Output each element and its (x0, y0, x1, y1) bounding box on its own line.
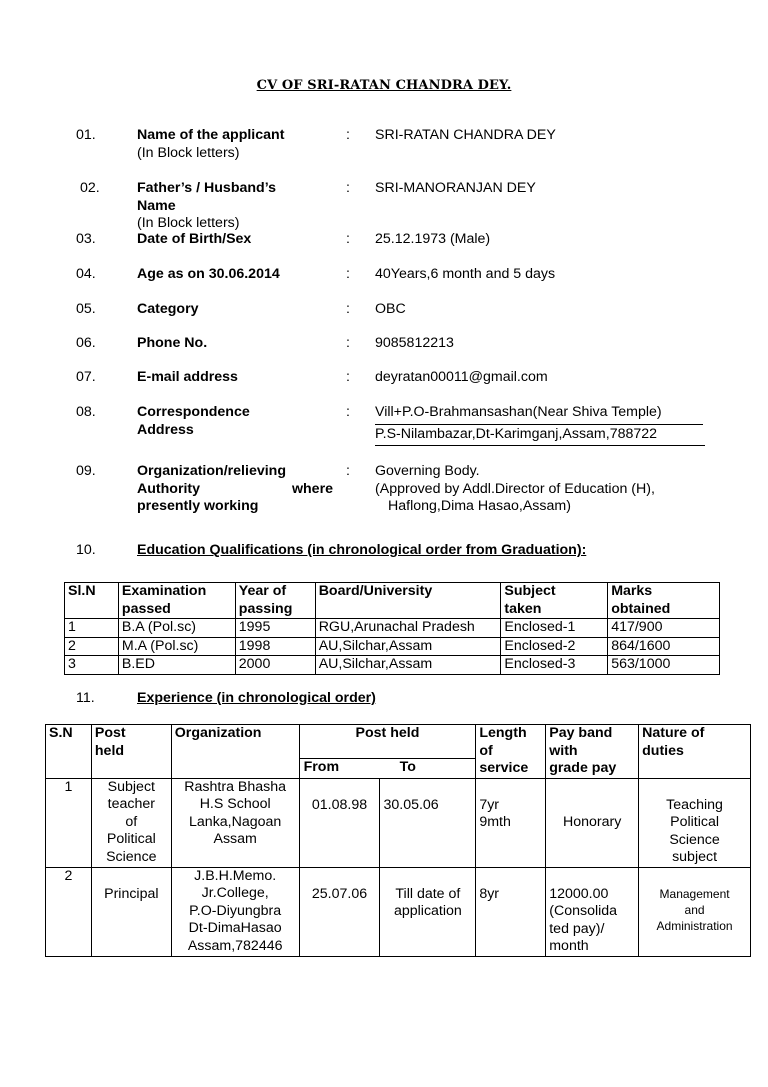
section-number: 10. (76, 542, 96, 558)
cell: 1995 (235, 619, 315, 638)
field-number: 03. (76, 231, 96, 247)
field-number: 01. (76, 127, 96, 143)
cell: AU,Silchar,Assam (315, 656, 501, 675)
section-number: 11. (76, 690, 95, 706)
col-header-from: From (303, 759, 340, 775)
cell-nature: Management and Administration (639, 867, 751, 956)
colon: : (346, 231, 350, 247)
field-value: SRI-RATAN CHANDRA DEY (375, 127, 556, 143)
table-header-row (65, 583, 720, 619)
cell-length: 7yr 9mth (476, 778, 546, 867)
field-label: Address (137, 421, 194, 438)
field-label: Correspondence (137, 404, 250, 420)
experience-heading: Experience (in chronological order) (137, 690, 376, 706)
cell: Enclosed-3 (501, 656, 608, 675)
col-header-examination: Examination passed (118, 583, 235, 619)
cell: 2 (46, 867, 92, 956)
cell: M.A (Pol.sc) (118, 637, 235, 656)
col-header-post: Post held (91, 725, 171, 779)
field-value: OBC (375, 301, 406, 317)
field-label: Organization/relieving (137, 463, 286, 479)
field-label: where (291, 480, 333, 497)
field-sublabel: (In Block letters) (137, 144, 240, 161)
cell: 3 (65, 656, 119, 675)
cell-organization: Rashtra Bhasha H.S School Lanka,Nagoan Assam (171, 778, 299, 867)
colon: : (346, 301, 350, 317)
cell-to: Till date of application (380, 867, 476, 956)
field-value: (Approved by Addl.Director of Education (H), (375, 480, 655, 497)
col-header-sn: S.N (46, 725, 92, 779)
col-header-to: To (399, 759, 416, 775)
field-label: Name of the applicant (137, 127, 285, 143)
cell: AU,Silchar,Assam (315, 637, 501, 656)
experience-table (45, 724, 751, 957)
field-label: Age as on 30.06.2014 (137, 266, 280, 282)
field-label: Authority (137, 480, 201, 497)
col-header-length: Length of service (476, 725, 546, 779)
field-label: Phone No. (137, 335, 208, 351)
table-row (65, 656, 720, 675)
field-number: 07. (76, 369, 96, 385)
field-label: E-mail address (137, 369, 238, 385)
cell: B.ED (118, 656, 235, 675)
table-row (65, 637, 720, 656)
cell: 1 (46, 778, 92, 867)
field-label: presently working (137, 498, 259, 514)
cell-post: Subject teacher of Political Science (91, 778, 171, 867)
cell: 1998 (235, 637, 315, 656)
field-value: Haflong,Dima Hasao,Assam) (388, 498, 571, 514)
colon: : (346, 266, 350, 282)
col-header-subject: Subject taken (501, 583, 608, 619)
colon: : (346, 180, 350, 196)
col-header-pay: Pay band with grade pay (546, 725, 639, 779)
field-sublabel: (In Block letters) (137, 215, 240, 231)
col-header-marks: Marks obtained (608, 583, 720, 619)
cell: 864/1600 (608, 637, 720, 656)
colon: : (346, 127, 350, 143)
field-number: 05. (76, 301, 96, 317)
field-value: 25.12.1973 (Male) (375, 231, 491, 247)
cell-pay: 12000.00 (Consolida ted pay)/ month (546, 867, 639, 956)
cell-nature: Teaching Political Science subject (639, 778, 751, 867)
colon: : (346, 369, 350, 385)
field-label: Category (137, 301, 199, 317)
document-title: CV OF SRI-RATAN CHANDRA DEY. (256, 78, 512, 93)
field-value: 9085812213 (375, 335, 454, 351)
col-header-organization: Organization (171, 725, 299, 779)
field-label: Date of Birth/Sex (137, 231, 252, 247)
education-heading: Education Qualifications (in chronological order from Graduation): (137, 542, 587, 558)
colon: : (346, 404, 350, 420)
field-label: Father’s / Husband’s (137, 180, 277, 196)
colon: : (346, 463, 350, 479)
cell-post: Principal (91, 867, 171, 956)
cell: Enclosed-1 (501, 619, 608, 638)
cell: RGU,Arunachal Pradesh (315, 619, 501, 638)
table-row (65, 619, 720, 638)
col-header-sln: Sl.N (65, 583, 119, 619)
field-value: Governing Body. (375, 463, 480, 479)
cell: B.A (Pol.sc) (118, 619, 235, 638)
cell-from: 25.07.06 (299, 867, 380, 956)
field-value: SRI-MANORANJAN DEY (375, 180, 536, 196)
field-number: 02. (80, 180, 100, 196)
table-row (46, 778, 751, 867)
cell: 2 (65, 637, 119, 656)
cell-pay: Honorary (546, 778, 639, 867)
field-number: 09. (76, 463, 96, 479)
table-header-row (46, 725, 751, 759)
address-line-1: Vill+P.O-Brahmansashan(Near Shiva Temple) (375, 404, 703, 425)
cell: 2000 (235, 656, 315, 675)
col-header-year: Year of passing (235, 583, 315, 619)
cell-to: 30.05.06 (380, 778, 476, 867)
col-header-post-held: Post held (299, 725, 476, 759)
field-number: 08. (76, 404, 96, 420)
col-header-nature: Nature of duties (639, 725, 751, 779)
table-row (46, 867, 751, 956)
cell: 563/1000 (608, 656, 720, 675)
cell: 1 (65, 619, 119, 638)
field-number: 06. (76, 335, 96, 351)
address-line-2: P.S-Nilambazar,Dt-Karimganj,Assam,788722 (375, 426, 705, 447)
cell-organization: J.B.H.Memo. Jr.College, P.O-Diyungbra Dt-DimaHasao Assam,782446 (171, 867, 299, 956)
col-header-board: Board/University (315, 583, 501, 619)
cell: Enclosed-2 (501, 637, 608, 656)
field-label: Name (137, 197, 176, 214)
education-table (64, 582, 720, 675)
field-value: deyratan00011@gmail.com (375, 369, 548, 385)
colon: : (346, 335, 350, 351)
field-number: 04. (76, 266, 96, 282)
cell-length: 8yr (476, 867, 546, 956)
cell: 417/900 (608, 619, 720, 638)
cell-from: 01.08.98 (299, 778, 380, 867)
field-value: 40Years,6 month and 5 days (375, 266, 556, 282)
